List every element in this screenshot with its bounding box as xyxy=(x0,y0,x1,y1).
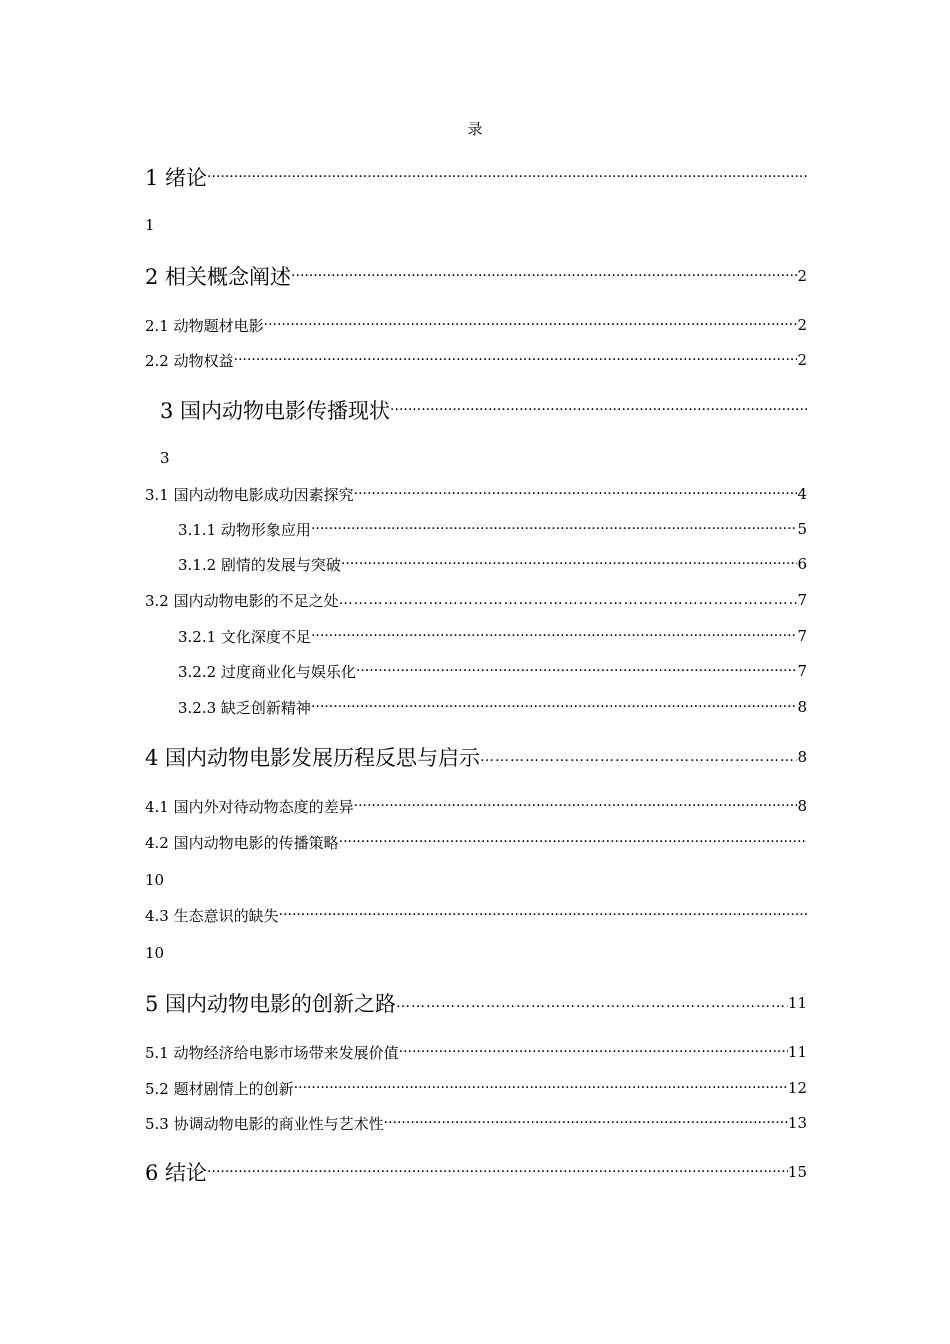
toc-page-number: 8 xyxy=(797,748,807,766)
toc-page-number: 2 xyxy=(797,351,807,369)
toc-leader xyxy=(311,699,798,715)
toc-entry-5[interactable] xyxy=(145,988,807,1018)
toc-page-number: 15 xyxy=(787,1163,807,1181)
toc-entry-label: 3.2.3 缺乏创新精神 xyxy=(178,698,311,717)
toc-entry-6[interactable] xyxy=(145,1157,807,1187)
toc-entry-label: 3.1 国内动物电影成功因素探究 xyxy=(145,485,354,504)
toc-entry-label: 3.2.2 过度商业化与娱乐化 xyxy=(178,662,356,681)
toc-leader xyxy=(396,995,788,1011)
toc-page-number: 7 xyxy=(797,627,807,645)
toc-entry-1[interactable] xyxy=(145,162,807,192)
toc-page-number: 8 xyxy=(797,698,807,716)
toc-page-number: 12 xyxy=(787,1079,807,1097)
toc-entry-label: 5.3 协调动物电影的商业性与艺术性 xyxy=(145,1114,384,1133)
toc-page-number: 7 xyxy=(797,662,807,680)
toc-page-number: 10 xyxy=(145,944,165,962)
toc-entry-5-2[interactable] xyxy=(145,1073,807,1103)
toc-leader xyxy=(341,556,798,572)
toc-leader xyxy=(291,268,797,284)
toc-page-number: 13 xyxy=(787,1114,807,1132)
toc-page-number: 6 xyxy=(797,555,807,573)
toc-page-number: 8 xyxy=(797,797,807,815)
toc-page-number: 2 xyxy=(797,316,807,334)
toc-entry-label: 1 绪论 xyxy=(145,166,208,190)
toc-leader xyxy=(207,169,807,185)
toc-entry-label: 4.3 生态意识的缺失 xyxy=(145,906,279,925)
toc-entry-label: 6 结论 xyxy=(145,1161,208,1185)
toc-entry-3-1[interactable] xyxy=(145,479,807,509)
toc-entry-label: 4.1 国内外对待动物态度的差异 xyxy=(145,797,354,816)
toc-entry-3-2-1[interactable] xyxy=(178,621,807,651)
toc-title: 录 xyxy=(467,120,483,138)
toc-entry-label: 2.2 动物权益 xyxy=(145,351,234,370)
toc-page-number: 11 xyxy=(787,1043,807,1061)
toc-leader xyxy=(356,663,798,679)
toc-entry-label: 5.1 动物经济给电影市场带来发展价值 xyxy=(145,1043,399,1062)
toc-entry-4-2[interactable] xyxy=(145,827,807,857)
toc-entry-4-3[interactable] xyxy=(145,900,807,930)
toc-leader xyxy=(384,1115,788,1131)
toc-entry-5-3[interactable] xyxy=(145,1108,807,1138)
toc-entry-2-1[interactable] xyxy=(145,310,807,340)
toc-entry-label: 3.1.1 动物形象应用 xyxy=(178,520,311,539)
toc-entry-3-1-2[interactable] xyxy=(178,549,807,579)
toc-entry-3-1-1[interactable] xyxy=(178,514,807,544)
toc-page-number: 3 xyxy=(160,449,170,467)
toc-page-number: 1 xyxy=(145,216,155,234)
toc-page-number: 7 xyxy=(797,591,807,609)
toc-leader xyxy=(480,749,797,765)
toc-entry-3-2-3[interactable] xyxy=(178,692,807,722)
toc-entry-label: 3.2 国内动物电影的不足之处 xyxy=(145,591,339,610)
toc-entry-3-2-2[interactable] xyxy=(178,656,807,686)
toc-leader xyxy=(207,1164,788,1180)
toc-entry-label: 4 国内动物电影发展历程反思与启示 xyxy=(145,746,481,770)
toc-leader xyxy=(311,521,798,537)
toc-page-number: 4 xyxy=(797,485,807,503)
toc-entry-4-1[interactable] xyxy=(145,791,807,821)
toc-leader xyxy=(234,352,798,368)
toc-entry-2-2[interactable] xyxy=(145,345,807,375)
toc-entry-label: 2 相关概念阐述 xyxy=(145,265,292,289)
toc-entry-label: 2.1 动物题材电影 xyxy=(145,316,264,335)
toc-entry-3-2[interactable] xyxy=(145,585,807,615)
toc-entry-4[interactable] xyxy=(145,742,807,772)
toc-page-number: 5 xyxy=(797,520,807,538)
toc-page-number: 2 xyxy=(797,267,807,285)
toc-leader xyxy=(339,834,807,850)
toc-leader xyxy=(294,1080,788,1096)
toc-leader xyxy=(390,402,807,418)
toc-leader xyxy=(354,798,798,814)
toc-leader xyxy=(264,317,798,333)
toc-leader xyxy=(399,1044,788,1060)
toc-page-number: 10 xyxy=(145,871,165,889)
toc-leader xyxy=(339,592,798,608)
toc-leader xyxy=(311,628,798,644)
toc-entry-label: 3.2.1 文化深度不足 xyxy=(178,627,311,646)
toc-page-number: 11 xyxy=(787,994,807,1012)
toc-entry-label: 3.1.2 剧情的发展与突破 xyxy=(178,555,341,574)
toc-entry-3[interactable] xyxy=(160,395,807,425)
toc-entry-label: 5.2 题材剧情上的创新 xyxy=(145,1079,294,1098)
toc-entry-2[interactable] xyxy=(145,261,807,291)
toc-entry-5-1[interactable] xyxy=(145,1037,807,1067)
toc-leader xyxy=(279,907,807,923)
toc-entry-label: 4.2 国内动物电影的传播策略 xyxy=(145,833,339,852)
toc-entry-label: 5 国内动物电影的创新之路 xyxy=(145,992,397,1016)
toc-entry-label: 3 国内动物电影传播现状 xyxy=(160,399,391,423)
toc-leader xyxy=(354,486,798,502)
